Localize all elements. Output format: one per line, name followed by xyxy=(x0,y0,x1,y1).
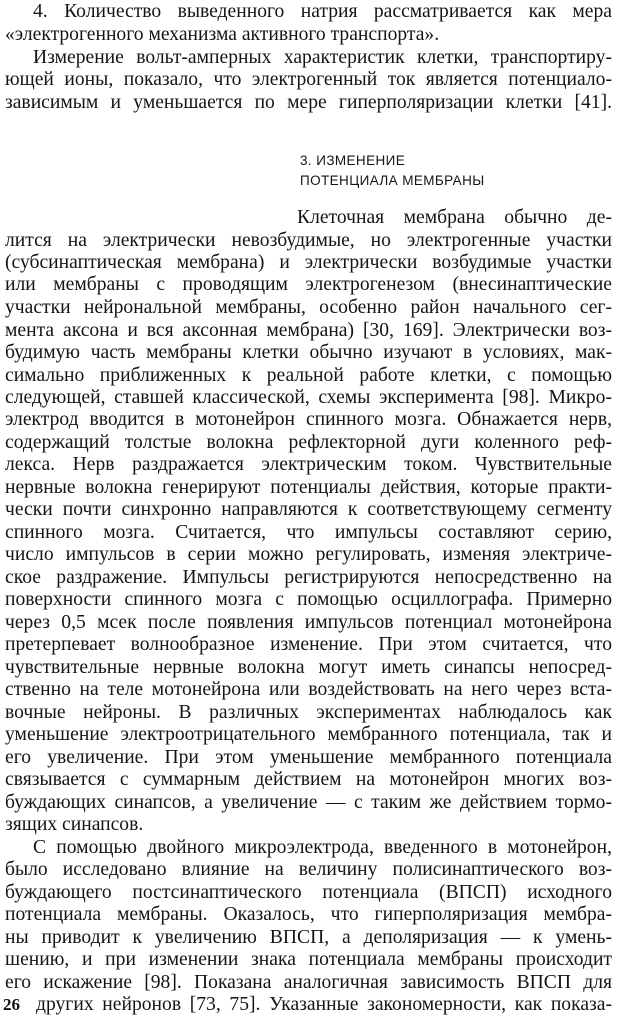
text-line: связывается с суммарным действием на мотонейрон многих воз- xyxy=(5,769,612,790)
text-line: спинного мозга. Считается, что импульсы составляют серию, xyxy=(5,522,612,543)
text-line: вочные нейроны. В различных экспериментах наблюдалось как xyxy=(5,702,612,723)
text-line: лится на электрически невозбудимые, но электрогенные участки xyxy=(5,230,612,251)
text-line: содержащий толстые волокна рефлекторной дуги коленного реф- xyxy=(5,432,612,453)
section-heading-line-2: ПОТЕНЦИАЛА МЕМБРАНЫ xyxy=(300,173,485,188)
text-line: зящих синапсов. xyxy=(5,814,144,835)
section-heading-line-1: 3. ИЗМЕНЕНИЕ xyxy=(300,153,406,168)
text-line: лекса. Нерв раздражается электрическим током. Чувствительные xyxy=(5,454,612,475)
text-line: уменьшение электроотрицательного мембранного потенциала, так и xyxy=(5,724,612,745)
text-line: его увеличение. При этом уменьшение мембранного потенциала xyxy=(5,747,612,768)
text-line: С помощью двойного микроэлектрода, введенного в мотонейрон, xyxy=(33,837,612,858)
text-line: будимую часть мембраны клетки обычно изучают в условиях, мак- xyxy=(5,342,612,363)
text-line: участки нейрональной мембраны, особенно район начального сег- xyxy=(5,297,612,318)
text-line: электрод вводится в мотонейрон спинного мозга. Обнажается нерв, xyxy=(5,409,612,430)
text-line: (субсинаптическая мембрана) и электрически возбудимые участки xyxy=(5,252,612,273)
text-line: буждающего постсинаптического потенциала (ВПСП) исходного xyxy=(5,882,612,903)
text-line: ское раздражение. Импульсы регистрируются непосредственно на xyxy=(5,567,612,588)
page-number: 26 xyxy=(3,995,20,1014)
text-line: или мембраны с проводящим электрогенезом (внесинаптические xyxy=(5,274,612,295)
text-line: претерпевает волнообразное изменение. При этом считается, что xyxy=(5,634,612,655)
text-line: число импульсов в серии можно регулировать, изменяя электриче- xyxy=(5,544,612,565)
text-line: нервные волокна генерируют потенциалы действия, которые практи- xyxy=(5,477,612,498)
text-line: зависимым и уменьшается по мере гиперполяризации клетки [41]. xyxy=(5,92,612,113)
text-line: поверхности спинного мозга с помощью осциллографа. Примерно xyxy=(5,589,612,610)
text-line: Клеточная мембрана обычно де- xyxy=(297,207,612,228)
text-line: было исследовано влияние на величину полисинаптического воз- xyxy=(5,859,612,880)
text-line: других нейронов [73, 75]. Указанные закономерности, как показа- xyxy=(36,994,612,1015)
text-line: шению, и при изменении знака потенциала мембраны происходит xyxy=(5,949,612,970)
text-line: симально приближенных к реальной работе клетки, с помощью xyxy=(5,365,612,386)
text-line: Измерение вольт-амперных характеристик клетки, транспортиру- xyxy=(33,47,612,68)
text-line: ственно на теле мотонейрона или воздействовать на него через вста- xyxy=(5,679,612,700)
text-line: чески почти синхронно направляются к соответствующему сегменту xyxy=(5,499,612,520)
text-line: через 0,5 мсек после появления импульсов потенциал мотонейрона xyxy=(5,612,612,633)
text-line: «электрогенного механизма активного транспорта». xyxy=(5,24,440,45)
text-line: чувствительные нервные волокна могут иметь синапсы непосред- xyxy=(5,657,612,678)
text-line: ющей ионы, показало, что электрогенный ток является потенциало- xyxy=(5,69,612,90)
text-line: буждающих синапсов, а увеличение — с таким же действием тормо- xyxy=(5,792,612,813)
text-line: потенциала мембраны. Оказалось, что гиперполяризация мембра- xyxy=(5,904,612,925)
text-line: 4. Количество выведенного натрия рассматривается как мера xyxy=(33,1,612,22)
text-line: его искажение [98]. Показана аналогичная зависимость ВПСП для xyxy=(5,972,612,993)
text-line: мента аксона и вся аксонная мембрана) [30, 169]. Электрически воз- xyxy=(5,320,612,341)
text-line: ны приводит к увеличению ВПСП, а деполяризация — к умень- xyxy=(5,927,612,948)
text-line: следующей, ставшей классической, схемы эксперимента [98]. Микро- xyxy=(5,387,612,408)
